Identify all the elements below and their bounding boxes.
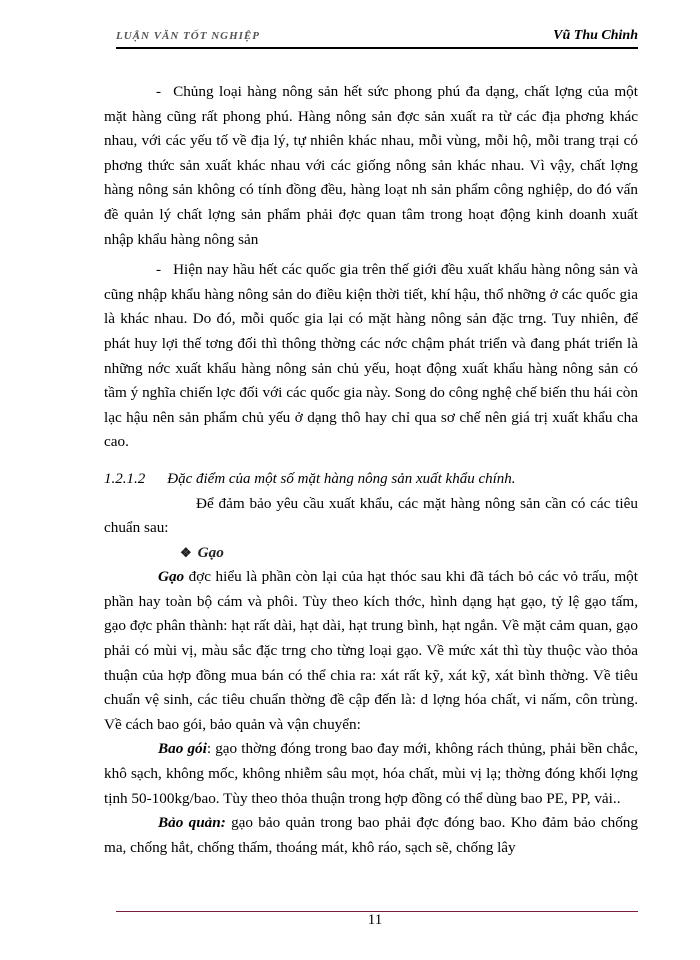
bullet-dash: - [156,261,162,279]
subsection-title: Gạo [197,543,224,561]
header-document-type: LUẬN VĂN TỐT NGHIỆP [116,30,260,42]
rice-term: Gạo [158,568,185,586]
page-number: 11 [367,912,383,928]
header-divider [116,47,638,49]
packaging-paragraph [104,737,638,811]
storage-paragraph [104,811,638,860]
storage-text: gạo bảo quản trong bao phải đợc đóng bao. Kho đảm bảo chống ma, chống hắt, chống thấm, thoáng mát, khô ráo, sạch sẽ, chống lây [104,814,638,856]
subsection-heading-rice [180,541,638,566]
section-heading [104,467,638,492]
rice-text: đợc hiểu là phần còn lại của hạt thóc sau khi đã tách bỏ các vỏ trấu, một phần hay toàn bộ cám và phôi. Tùy theo kích thớc, hình dạng hạt gạo, tỷ lệ gạo tấm, gạo đợc phân thành: hạt rất dài, hạt dài, hạt trung bình, hạt ngắn. Về mặt cảm quan, gạo phải có mùi vị, màu sắc đặc trng cho từng loại gạo. Về mức xát thì tùy thuộc vào thỏa thuận của hợp đồng mua bán có thể chia ra: xát rất kỹ, xát kỹ, xát bình thờng. Về tiêu chuẩn vệ sinh, các tiêu chuẩn thờng đề cập đến là: d lợng hóa chất, vi nấm, côn trùng. Về cách bao gói, bảo quản và vận chuyển: [104,568,638,733]
bullet-paragraph-export-import [104,258,638,455]
section-number: 1.2.1.2 [104,470,146,487]
bullet-paragraph-product-variety [104,80,638,252]
section-title: Đặc điểm của một số mặt hàng nông sản xuất khẩu chính. [167,470,516,487]
rice-definition-paragraph [104,565,638,737]
packaging-text: : gạo thờng đóng trong bao đay mới, không rách thủng, phải bền chắc, khô sạch, không mốc, không nhiễm sâu mọt, hóa chất, mùi vị lạ; thờng đóng khối lợng tịnh 50-100kg/bao. Tùy theo thỏa thuận trong hợp đồng có thể dùng bao PE, PP, vải.. [104,740,638,807]
header-author: Vũ Thu Chinh [553,28,638,43]
bullet-text: Chủng loại hàng nông sản hết sức phong phú đa dạng, chất lợng của một mặt hàng cũng rất phong phú. Hàng nông sản đợc sản xuất ra từ các địa phơng khác nhau, với các yếu tố về địa lý, tự nhiên khác nhau, mỗi vùng, mỗi hộ, mỗi trang trại có phơng thức sản xuất khác nhau với các giống nông sản khác nhau. Vì vậy, chất lợng hàng nông sản không có tính đồng đều, hàng loạt nh sản phẩm công nghiệp, do đó vấn đề quản lý chất lợng sản phẩm phải đợc quan tâm trong hoạt động kinh doanh xuất nhập khẩu hàng nông sản [104,83,638,248]
section-lead-paragraph: Để đảm bảo yêu cầu xuất khẩu, các mặt hàng nông sản cần có các tiêu chuẩn sau: [104,494,638,537]
bullet-dash: - [156,83,162,100]
diamond-bullet-icon: ❖ [180,544,192,560]
page-body [104,80,638,860]
storage-term: Bảo quản: [158,814,226,832]
packaging-term: Bao gói [158,740,207,758]
bullet-text: Hiện nay hầu hết các quốc gia trên thế giới đều xuất khẩu hàng nông sản và cũng nhập khẩu hàng nông sản do điều kiện thời tiết, khí hậu, thổ nhỡng ở các quốc gia là khác nhau. Do đó, mỗi quốc gia lại có mặt hàng nông sản đặc trng. Tuy nhiên, để phát huy lợi thế tơng đối thì thông thờng các nớc chậm phát triển và đang phát triển là những nớc xuất khẩu hàng nông sản chủ yếu, hoạt động xuất khẩu hàng nông sản có tầm ý nghĩa chiến lợc đối với các quốc gia này. Song do công nghệ chế biến thu hái còn lạc hậu nên sản phẩm chủ yếu ở dạng thô hay chỉ qua sơ chế nên giá trị xuất khẩu cha cao. [104,261,638,451]
page-header [116,28,638,48]
